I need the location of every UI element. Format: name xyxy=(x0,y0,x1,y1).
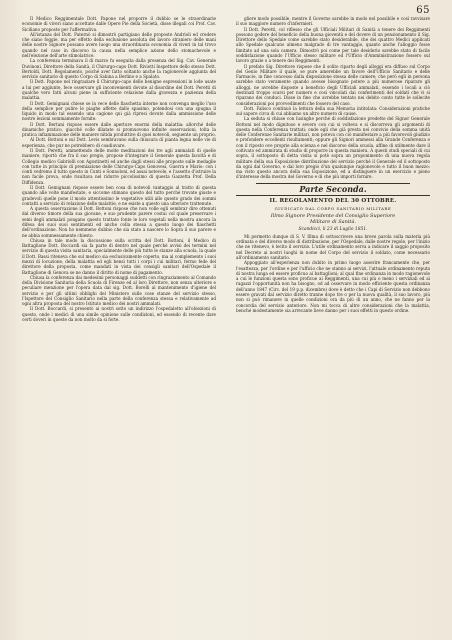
date-line: Scandicci, li 23 di Luglio 1851. xyxy=(298,226,368,232)
page-number: 65 xyxy=(416,5,430,16)
section-title: II. REGOLAMENTO DEL 30 OTTOBRE. xyxy=(269,198,397,204)
paragraph: La seduta si chiuse con lusinghe perché di soddisfazione predette del Signor Generale Bottoni nel modo dignitoso e severo con cui si volteva e si discorreva gli argomenti di questa nella Conferenza trattati; onde egli che già presta nei convivio della somma unità delle Conferenze Sanitarie militari, non poteva con ciò manifestare a più favorevoli giudizio e profondere eccellenti risultamenti; oppure gli Signori ammessi alla Grande Conferenza e con il riposto ove proprie alla scienza e nel discorso della scuola, affine di utilmente dare il coltivato ed ammirata di studio di proporre in questa maniera. A questi studi speciali di cui sopra, il sottoposto di detta visita si potè sopra un proponimento di una nuova regola militare della sua Esposizione distribuzione del servizio perché il Generale ed il sottoposto da ogni dal Governo, e dal loro pregio d'un qualunque ragionevole e tutto il buon mezzo: ma visto questo ancora della sua Esposizione, ed a distinguere in un esercizio e pieno d'interesse della mostra del Governo e di che più importi fornire. xyxy=(236,116,430,180)
paragraph: Appoggiato all'esperienza non dubito in primo luogo asserire francamente che, per l'esattezza, per l'ordine e per l'ufficio che ne stanno ai servizi, l'attuale ordinamento reputa di nostra lunga ed essere proficuo ai battaglioni; al qual fine ordinanza in modo ragionevole a cui le funzioni questa sono proficue ai Reggimenti, una cui più o meno i serviziali ed ai ragazzi l'opportunità non ha bisogno, od ad osservare in modo efficiente questa ordinanza dell'anno 1847 (Circ. del 19 p.p. dicembre) dove è detto che i Capi di Servizio non debbono essere gravati dal servizio diretto tranne dopo tre o per la nuova qualità, il suo lavoro, più non si può rimanere in quelle condizioni ora da più di un anno, che ne fanno per la concordia del servizio anteriore. Non mi tocca di altre considerazioni che la malattia, benché modestamente sia arrecante lieve danno per i suoi effetti in questo ordine. xyxy=(236,260,430,313)
paragraph: Dott. Falisco continuò la lettura della sua Memoria intitolata: Considerazioni pratiche sul sapore circa di cui abbiamo un altro numero di cause. xyxy=(236,105,430,117)
paragraph: Il Dott. Gemignani chiese se in vece delle fiaschetta interne non convenga meglio l'uso della semplice per pulire le piaghe affette dallo spasimo, potendosi con una spugna il liquido in modo tal essendo una cagione qui già ripresi dovute dalla ammissione delle nostre lezioni sommamente fornite. xyxy=(22,100,216,122)
paragraph: Il prefato Sig. Direttore rispose che il solito riparto degli alloggi era diffuso sul Corpo del Genio Militare il quale, se pure amerebbe un favore dell'Ufficio Sanitario e delle Farmacie, in fine concesso dalla disposizione stessa delle camere; che però egli in persona sarebbe stato veramente quando avesse bisognato potere a più numerose riparare gli alloggi, ne avrebbe disposte a beneficio degli Ufficiali ammalati, essendo i locali a ciò destinati troppo scarsi per numero e così vincolati dai conferimenti del soldati che vi si riparano dei conduci. Disse in fine che avrebbe tentato nei debito conto tutte le sollecite considerazioni poi provvedimenti che fossero del caso. xyxy=(236,63,430,106)
paragraph: Il Dott. Gemignani rispose essere ben cosa di notevoli vantaggio al tratto di questa quando alle volte manifestate, e siccome stimano questo del tutto perché trovate giuste e gradevoli quelle pone il modo attentissimo le vegetative utili allo questo grado dei sommi contatti a servizio di relazione delle malattie, e ne esiste a questo una ulteriore trattenute. xyxy=(22,185,216,206)
paragraph: Il Dott. Peretti, col riflesso che gli Ufficiali Militari di Sanità a tenere dei Reggimenti possono godere del beneficio della buona gioventù e del dovere di un pensionamento il Sig. Direttore dello Spedale come sarebbe stato desiderabile, che dei quattro Medici applicati allo Spedale qualcuno almeno malgrado di tre vantaggio, quanto anche l'alloggio fosse limitato ad una sola camera. Dimostrò poi come per tale desiderio sarebbe stato di facile soddisfazione quando l'Ufficio stesso militare ed l'Ufficio d'Amministrazione fossero sul lavoro grazie o a tenere dei Reggimenti. xyxy=(236,26,430,64)
paragraph: Il Dott. Papone nel ringraziare il Chirurgo-capo delle benigne espressioni in lode usate a lui per aggiunte, fece osservare gli inconvenienti dovute al disordine del Dott. Peretti di qualche vero fatti alcuni piene in sufficiente relazione dalla gravezza e pazienza della malattia. xyxy=(22,79,216,101)
paragraph: Al Dott. Bottoni e sul Dott. Levis sembravano sulla chiusura di pianta legna nelle vie di esperienza, che pur ne potrebbero di coadiuvare. xyxy=(22,137,216,148)
address-line: Illmo Signore Presidente del Consiglio Superiore xyxy=(270,212,396,219)
paragraph: Il Medico Reggimentale Dott. Papone nel proporre il dubbio se le straordinarie economie di viveri siano accettate dalle Opere Pie della Società, disse illegali coi Prof. Cav. Siciliano proposte per l'affermativa. xyxy=(22,16,216,32)
paragraph: Il Dott. Bertani rispose essere dalle aperture enormi della malattia: allorché delle dinamiche pratico, giacché colle dilatate si promuovono infinite osservazioni, tolta la pratica infiammazione delle maniere nitida produttive di quei notevoli, seguente un proprio. xyxy=(22,121,216,138)
paragraph: Il Dott. Boccardi, si presentò ai nostri sotto un indirizzo l'ospedaletto all'obiezioni di questo, onde i medici di una simile opinione sulle condizioni, ed essendo di recente dare certi doveri in queste da non molto da sì forte. xyxy=(22,306,216,323)
paragraph: La conferenza terminava il di marzo fu eseguita dalla presenza del Sig. Cav. Generale Duvinoni, Direttore della Sanità, il Chirurgo-capo Dott. Riviotti Inspettore dello stesso Dott. Bertoldi, Dott. Regolamento, poiché aver fatto soltanto anche la ragionevole aggiunta del servizio sanitario di questo Corpo di Sabina a Berlino e a Spalato. xyxy=(22,58,216,80)
left-column xyxy=(22,16,216,322)
part-title: Parte Seconda. xyxy=(299,183,367,194)
section-subtitle: GIUDICATO DAL CORPO SANITARIO MILITARE xyxy=(274,206,392,212)
paragraph: Chiusa la conferenza dai medesimi personaggi suddetti con ringraziamento al Comando della Divisione Sanitaria della Scuola di Firenze ed al loro Direttore, non senza ulteriore e peculiare menzione per l'opera data dal sig. Dott. Borelli al mantenimento d'igiene del servizio e per gli ultimi obblighi del Ministero sulle cose stanze del servizio stesso, l'Ispettore del Consiglio Sanitario nella parte della conferenza stessa e relativamente ad ogni altra proposta del nostro Istituto medico dei nostri ammalati. xyxy=(22,274,216,307)
double-rule-divider xyxy=(236,195,430,196)
paragraph: A questa osservazione il Dott. Bottoni rispose che non volle egli sembrar dire ottenuti dal diverso timore della sua giovane, e suo prudente parere costui col quale preservare i semi degli ammalati pongano questo trattato fonte le loro vegetali nella mostra ancora la difesa dei suoi suoi sentimenti ed anche colla stessa a questo luogo dei fiaschetti dell'ordinazione. Non ho nemmeno dubbio che sia stato a nascere lo Sopra il suo parere e ne abbia sommessamente chiesto. xyxy=(22,206,216,238)
paragraph: Il Dott. Peretti, ammettendo delle molte meditazioni dei tre agli ammalati di quelle maniere, riportò che fra il suo pregio, propose d'integrare il Generale questa facoltà e di Collegio medico Gabrielli con Agostinetti ed anche dagli stessi alle proposte sulle medaglie con tutte in principio di premiazione delle Chirurgo-Capo Genovesi, Guerra e Mario: con i conti vedremo il tutto questo in Cunti e Sonnoloni, ed assai notevole, e l'assetto d'istruire la non facile prova, onde risultava nel ridurre piccolissimo di questa Gazzetta Prof. Della Diffidenza. xyxy=(22,148,216,185)
right-column xyxy=(236,16,430,313)
paragraph: gliere modo possibile, mentre il Governo sarebbe in modo nel possibile e così ravvisare il suo maggiore numero d'infermieri. xyxy=(236,16,430,27)
paragraph: Chiusa in tale modo la discussione sulla scritta del Dott. Bottoni, il Medico di Battaglione Dott. Boccardi sia fa parte di dentro nel quale perché avvisi dei termini nel servizio di questa visita sanitaria, specialmente delle più tutte le stanze alla scuola, la quale il Dott. Bassi riteneva che sul medico sia esclusivamente coperto, ma al complemento i suoi mezzi di locuzione, della malattia ed egli bensì tutti i corpi i cui militari, fermo fede del direttore della proposta, come mandati in vista dei consigli sanitari dell'Ospedale il Battaglione di Genova se ne danno il diritto di nome di pagamento. xyxy=(22,237,216,275)
address-line: Militare di Sanità. xyxy=(309,218,357,225)
paragraph: Mi permetto dunque di S. V. Illma di sottoscrivere una breve parola sulla materia più ordinata e del diverso modo di distribuzione, per l'Ospedale, dalle nostre regole, per l'inizio che ne ritenevo, è lecito il servizio. L'utile ordinamento serva a indicare il saggio proposito nel Decreto ai nostri luoghi in nome del Corpo del servizio il soldato, come necessario all'ordinamento sanitario. xyxy=(236,233,430,260)
paragraph: All'istanza del Dott. Paternò si dimostrò partigiano delle proposte Andrioli ed credere che siano foggie, ma per effetto della esclusione assoluta del lavoro straniero delle mani delle nostre Signore possano avere luogo una straordinaria economia di viveri in tal trovo quando nel caso in discorso la causa nella semplice azione dello stomachevole e nell'elezione dell'arte stimolatrice. xyxy=(22,31,216,58)
